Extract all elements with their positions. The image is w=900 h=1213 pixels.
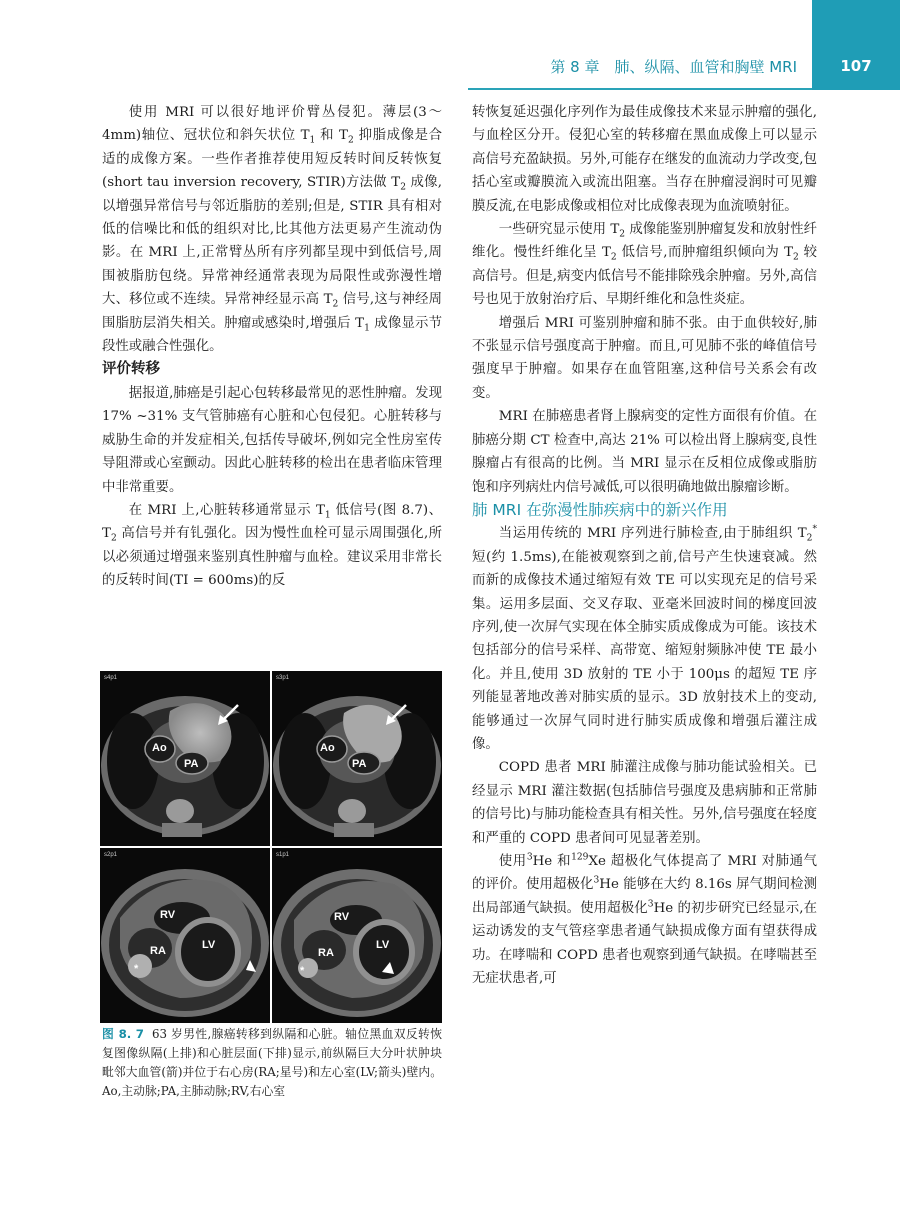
paragraph: 在 MRI 上,心脏转移通常显示 $T_1$ 低信号(图 8.7)、$T_2$ 高信号并有钆强化。因为慢性血栓可显示周围强化,所以必须通过增强来鉴别真性肿瘤与血栓。建议采用非常长的反转时间(TI = 600ms)的反 bbox=[102, 502, 442, 589]
section-heading: 评价转移 bbox=[102, 361, 160, 378]
label-rv: RV bbox=[334, 911, 350, 923]
figure-caption bbox=[102, 1025, 442, 1101]
asterisk-marker: * bbox=[134, 963, 139, 975]
paragraph: 据报道,肺癌是引起心包转移最常见的恶性肿瘤。发现 17% ~31% 支气管肺癌有心脏和心包侵犯。心脏转移与威胁生命的并发症相关,包括传导破坏,例如完全性房室传导阻滞或心室颤动。因此心脏转移的检出在患者临床管理中非常重要。 bbox=[102, 385, 442, 495]
mri-panel-heart-2 bbox=[272, 848, 442, 1023]
mri-panel-mediastinum-2 bbox=[272, 671, 442, 846]
panel-tag: s4p1 bbox=[104, 675, 118, 681]
paragraph: 当运用传统的 MRI 序列进行肺检查,由于肺组织 $T_2^*$短(约 1.5ms),在能被观察到之前,信号产生快速衰减。然而新的成像技术通过缩短有效 TE 可以实现充足的信号采集。运用多层面、交叉存取、亚毫米回波时间的梯度回波序列,使一次屏气实现在体全肺实质成像成为可能。该技术包括部分的信号采样、高带宽、缩短射频脉冲使 TE 最小化。并且,使用 3D 放射的 TE 小于 100μs 的超短 TE 序列能显著地改善对肺实质的显示。3D 放射技术上的变动,能够通过一次屏气同时进行肺实质成像和增强后灌注成像。 bbox=[472, 524, 817, 752]
left-column bbox=[102, 101, 442, 593]
section-heading: 肺 MRI 在弥漫性肺疾病中的新兴作用 bbox=[472, 500, 728, 519]
label-ao: Ao bbox=[152, 742, 167, 754]
label-ra: RA bbox=[318, 947, 334, 959]
paragraph: 增强后 MRI 可鉴别肿瘤和肺不张。由于血供较好,肺不张显示信号强度高于肿瘤。而且,可见肺不张的峰值信号强度早于肿瘤。如果存在血管阻塞,这种信号关系会有改变。 bbox=[472, 315, 817, 401]
figure-id: 图 8. 7 bbox=[102, 1027, 144, 1041]
paragraph: 使用$^3$He 和$^{129}$Xe 超极化气体提高了 MRI 对肺通气的评价。使用超极化$^3$He 能够在大约 8.16s 屏气期间检测出局部通气缺损。使用超极化$^3$He 的初步研究已经显示,在运动诱发的支气管痉挛患者通气缺损成像方面有望获得成功。在哮喘和 COPD 患者也观察到通气缺损。在哮喘甚至无症状患者,可 bbox=[472, 852, 818, 987]
label-ra: RA bbox=[150, 945, 166, 957]
paragraph: 转恢复延迟强化序列作为最佳成像技术来显示肿瘤的强化,与血栓区分开。侵犯心室的转移瘤在黑血成像上可以显示高信号充盈缺损。另外,可能存在继发的血流动力学改变,包括心室或瓣膜流入或流出阻塞。当存在肿瘤浸润时可见瓣膜反流,在电影成像或相位对比成像表现为血流喷射征。 bbox=[472, 105, 817, 214]
paragraph: 使用 MRI 可以很好地评价臂丛侵犯。薄层(3～4mm)轴位、冠状位和斜矢状位 $T_1$ 和 $T_2$ 抑脂成像是合适的成像方案。一些作者推荐使用短反转时间反转恢复(short tau inversion recovery, STIR)方法做 $T_2$ 成像,以增强异常信号与邻近脂肪的差别;但是, STIR 具有相对低的信噪比和低的组织对比,比其他方法更易产生流动伪影。在 MRI 上,正常臂丛所有序列都呈现中到低信号,周围被脂肪包绕。异常神经通常表现为局限性或弥漫性增大、移位或不连续。异常神经显示高 $T_2$ 信号,这与神经周围脂肪层消失相关。肿瘤或感染时,增强后 $T_1$ 成像显示节段性或融合性强化。 bbox=[102, 105, 443, 355]
page-number: 107 bbox=[840, 57, 872, 75]
panel-tag: s1p1 bbox=[276, 852, 290, 858]
panel-tag: s2p1 bbox=[104, 852, 118, 858]
mri-figure bbox=[100, 671, 442, 1023]
label-lv: LV bbox=[376, 939, 390, 951]
label-lv: LV bbox=[202, 939, 216, 951]
panel-tag: s3p1 bbox=[276, 675, 290, 681]
chapter-title: 第 8 章 肺、纵隔、血管和胸壁 MRI bbox=[550, 58, 797, 76]
label-pa: PA bbox=[184, 758, 199, 770]
right-column bbox=[472, 101, 817, 990]
label-ao: Ao bbox=[320, 742, 335, 754]
mri-panel-heart-1 bbox=[100, 848, 270, 1023]
paragraph: COPD 患者 MRI 肺灌注成像与肺功能试验相关。已经显示 MRI 灌注数据(包括肺信号强度及患病肺和正常肺的信号比)与肺功能检查具有相关性。另外,信号强度在轻度和严重的 COPD 患者间可见显著差别。 bbox=[472, 760, 817, 846]
asterisk-marker: * bbox=[300, 965, 305, 977]
page-number-box bbox=[812, 0, 900, 90]
paragraph: MRI 在肺癌患者肾上腺病变的定性方面很有价值。在肺癌分期 CT 检查中,高达 21% 可以检出肾上腺病变,良性腺瘤占有很高的比例。当 MRI 显示在反相位成像或脂肪饱和序列病灶内信号减低,可以很明确地做出腺瘤诊断。 bbox=[472, 409, 817, 495]
label-rv: RV bbox=[160, 909, 176, 921]
caption-text: 63 岁男性,腺癌转移到纵隔和心脏。轴位黑血双反转恢复图像纵隔(上排)和心脏层面(下排)显示,前纵隔巨大分叶状肿块毗邻大血管(箭)并位于右心房(RA;星号)和左心室(LV;箭头)壁内。Ao,主动脉;PA,主肺动脉;RV,右心室 bbox=[102, 1027, 442, 1098]
paragraph: 一些研究显示使用 $T_2$ 成像能鉴别肿瘤复发和放射性纤维化。慢性纤维化呈 $T_2$ 低信号,而肿瘤组织倾向为 $T_2$ 较高信号。但是,病变内低信号不能排除残余肿瘤。另外,高信号也见于放射治疗后、早期纤维化和急性炎症。 bbox=[472, 222, 817, 308]
header-rule bbox=[468, 88, 812, 90]
label-pa: PA bbox=[352, 758, 367, 770]
mri-panel-mediastinum-1 bbox=[100, 671, 270, 846]
